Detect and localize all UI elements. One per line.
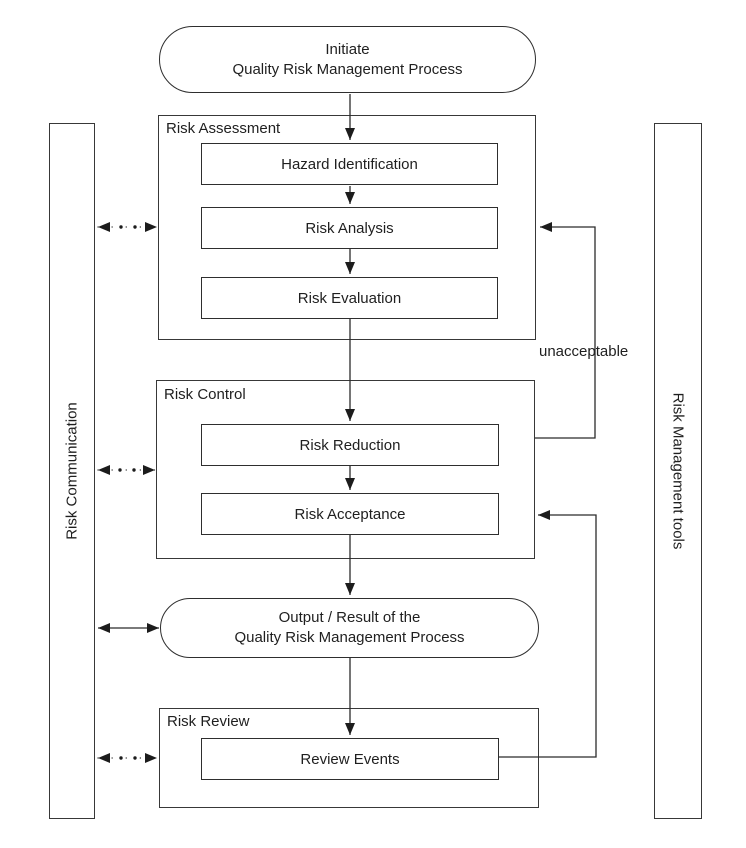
output-oval [160,598,539,658]
risk-communication-label: Risk Communication [63,402,81,540]
risk-management-tools-bar [654,123,702,819]
risk-evaluation-box [201,277,498,319]
feedback-unacceptable-line [535,227,595,438]
risk-acceptance-box [201,493,499,535]
risk-communication-bar [49,123,95,819]
hazard-identification-text: Hazard Identification [281,155,418,173]
unacceptable-label: unacceptable [539,343,629,360]
initiate-oval [159,26,536,93]
review-events-text: Review Events [300,750,400,768]
risk-reduction-text: Risk Reduction [299,436,401,454]
initiate-line2: Quality Risk Management Process [232,60,463,78]
risk-acceptance-text: Risk Acceptance [294,505,406,523]
risk-analysis-text: Risk Analysis [305,219,394,237]
risk-management-tools-label: Risk Management tools [669,392,687,550]
output-line2: Quality Risk Management Process [234,629,465,646]
dotted-link-dots [118,225,136,759]
risk-control-label: Risk Control [164,386,246,403]
review-events-box [201,738,499,780]
risk-reduction-box [201,424,499,466]
output-line1: Output / Result of the [278,609,421,626]
risk-evaluation-text: Risk Evaluation [297,289,402,307]
risk-review-label: Risk Review [167,713,250,730]
initiate-line1: Initiate [325,40,370,58]
risk-assessment-label: Risk Assessment [166,120,281,137]
risk-analysis-box [201,207,498,249]
hazard-identification-box [201,143,498,185]
